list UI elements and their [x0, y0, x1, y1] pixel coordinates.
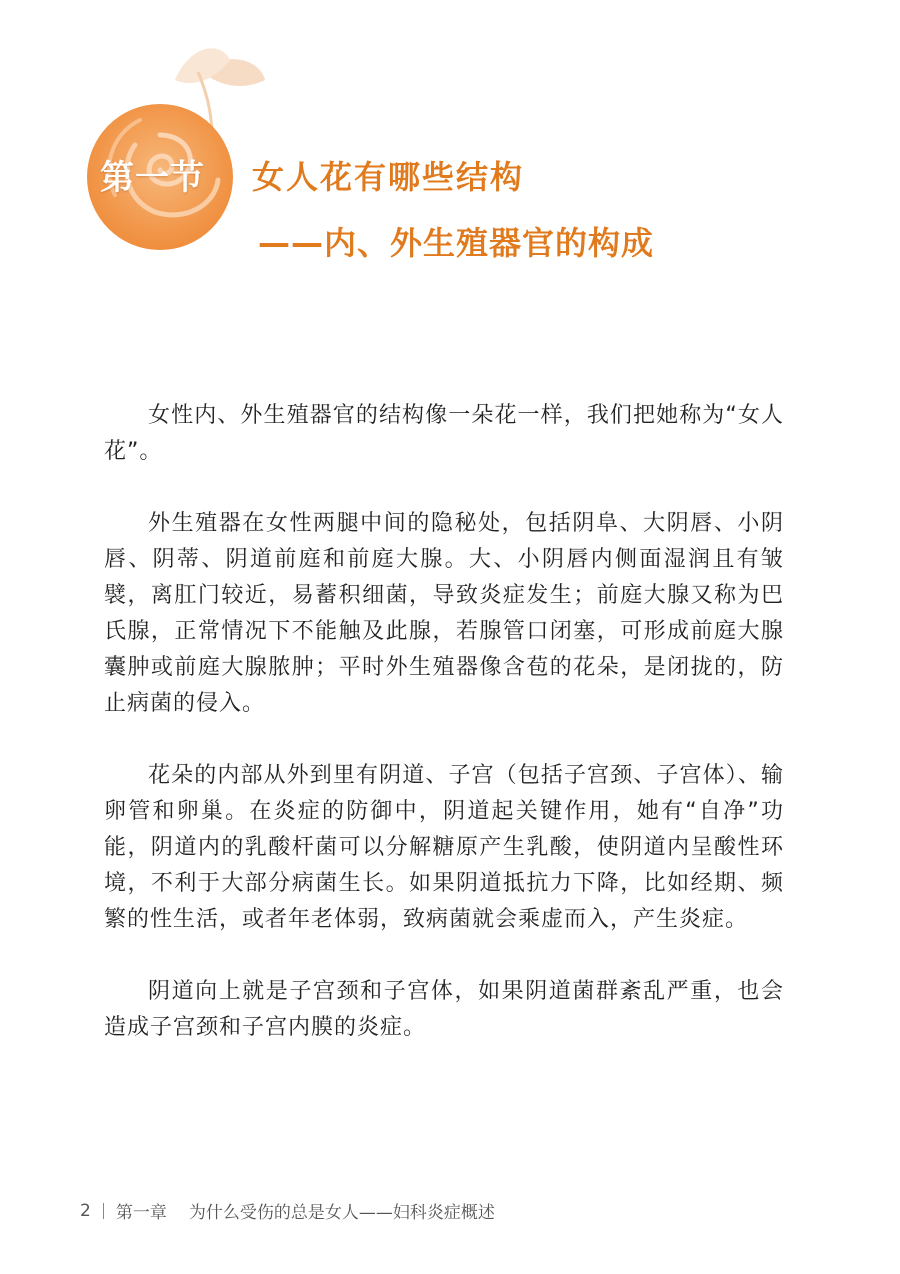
- page-footer: [80, 1198, 495, 1223]
- paragraph: 阴道向上就是子宫颈和子宫体，如果阴道菌群紊乱严重，也会造成子宫颈和子宫内膜的炎症。: [104, 979, 784, 1040]
- page-subtitle: ——内、外生殖器官的构成: [258, 224, 655, 262]
- section-number-label: 第一节: [100, 158, 205, 198]
- paragraph: 女性内、外生殖器官的结构像一朵花一样，我们把她称为“女人花”。: [104, 403, 784, 464]
- chapter-title: 为什么受伤的总是女人——妇科炎症概述: [188, 1203, 495, 1223]
- footer-divider: [103, 1203, 104, 1219]
- paragraph: 花朵的内部从外到里有阴道、子宫（包括子宫颈、子宫体）、输卵管和卵巢。在炎症的防御中，阴道起关键作用，她有“自净”功能，阴道内的乳酸杆菌可以分解糖原产生乳酸，使阴道内呈酸性环境，不利于大部分病菌生长。如果阴道抵抗力下降，比如经期、频繁的性生活，或者年老体弱，致病菌就会乘虚而入，产生炎症。: [104, 763, 784, 932]
- article-body: [104, 398, 784, 1082]
- page-title: 女人花有哪些结构: [252, 158, 525, 196]
- chapter-label: 第一章: [115, 1203, 167, 1223]
- page-number: 2: [80, 1200, 91, 1221]
- paragraph: 外生殖器在女性两腿中间的隐秘处，包括阴阜、大阴唇、小阴唇、阴蒂、阴道前庭和前庭大腺。大、小阴唇内侧面湿润且有皱襞，离肛门较近，易蓄积细菌，导致炎症发生；前庭大腺又称为巴氏腺，正常情况下不能触及此腺，若腺管口闭塞，可形成前庭大腺囊肿或前庭大腺脓肿；平时外生殖器像含苞的花朵，是闭拢的，防止病菌的侵入。: [104, 511, 784, 716]
